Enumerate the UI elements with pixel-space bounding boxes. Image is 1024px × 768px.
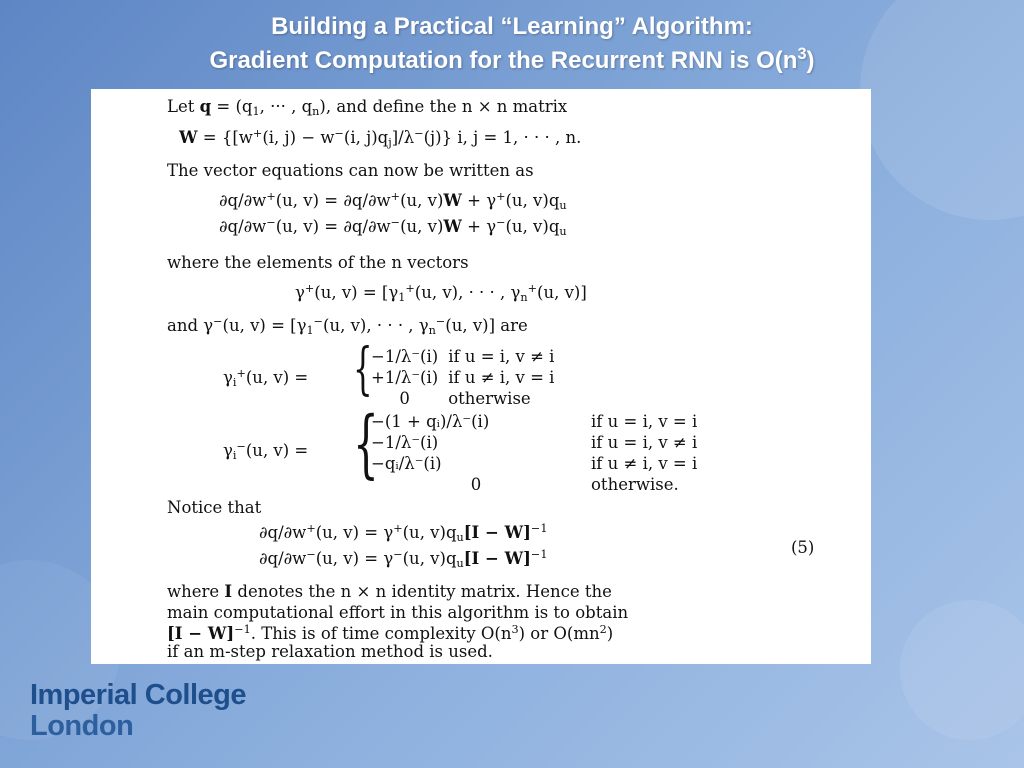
title-fragment: ) bbox=[806, 47, 815, 74]
math-fragment: (u, v), · · · , γ bbox=[323, 316, 429, 335]
math-fragment: W bbox=[179, 128, 198, 147]
math-fragment: γ bbox=[295, 283, 305, 302]
math-fragment: (u, v)q bbox=[402, 523, 457, 542]
math-fragment: (u, v) = [γ bbox=[222, 316, 307, 335]
math-fragment: [I − W] bbox=[167, 624, 235, 643]
slide-title bbox=[0, 10, 1024, 78]
math-fragment: −(1 + qᵢ)/λ⁻(i) bbox=[371, 412, 490, 431]
gamma-minus-cases-lhs bbox=[223, 441, 308, 460]
logo-line-2: London bbox=[30, 710, 134, 742]
math-fragment: (u, v)q bbox=[505, 217, 560, 236]
math-fragment: − bbox=[266, 215, 276, 229]
math-fragment: j bbox=[388, 135, 392, 149]
math-fragment: −1 bbox=[530, 547, 548, 561]
math-fragment: (u, v)q bbox=[505, 191, 560, 210]
math-fragment: (u, v)q bbox=[402, 549, 457, 568]
math-fragment: (u, v) bbox=[400, 191, 444, 210]
math-fragment: (u, v) = ∂q/∂w bbox=[275, 217, 391, 236]
math-fragment: (u, v) = γ bbox=[315, 523, 394, 542]
math-fragment: −1 bbox=[234, 622, 251, 636]
math-fragment: (u, v) = γ bbox=[315, 549, 394, 568]
math-fragment: − bbox=[390, 215, 401, 229]
math-fragment: −1/λ⁻(i) bbox=[371, 433, 439, 452]
math-fragment: + γ bbox=[461, 217, 497, 236]
paragraph-line: if an m-step relaxation method is used. bbox=[167, 642, 493, 661]
case-row bbox=[371, 388, 564, 409]
math-fragment: + γ bbox=[461, 191, 497, 210]
math-fragment: −qᵢ/λ⁻(i) bbox=[371, 454, 442, 473]
gamma-plus-cases bbox=[371, 346, 564, 409]
math-fragment: ) or O(mn bbox=[518, 624, 600, 643]
math-fragment: + bbox=[390, 189, 401, 203]
line-define-q bbox=[167, 97, 567, 116]
math-fragment: − bbox=[213, 314, 223, 328]
logo-line-1: Imperial College bbox=[30, 679, 247, 711]
math-fragment: W bbox=[443, 191, 462, 210]
left-brace: { bbox=[353, 337, 373, 402]
math-fragment: where bbox=[167, 582, 225, 601]
left-brace: { bbox=[353, 401, 379, 487]
math-fragment: 1 bbox=[306, 323, 314, 337]
gamma-minus-cases bbox=[371, 411, 707, 495]
math-fragment: − bbox=[334, 126, 344, 140]
math-fragment: +1/λ⁻(i) bbox=[371, 368, 439, 387]
equation-notice-plus bbox=[259, 523, 547, 542]
math-fragment: − bbox=[414, 126, 424, 140]
math-fragment: 1 bbox=[252, 104, 260, 118]
math-fragment: (u, v) = ∂q/∂w bbox=[275, 191, 391, 210]
math-fragment: (i, j) − w bbox=[262, 128, 335, 147]
title-line-2 bbox=[0, 44, 1024, 78]
math-fragment: denotes the n × n identity matrix. Hence the bbox=[232, 582, 612, 601]
math-fragment: + bbox=[236, 366, 246, 380]
gamma-plus-cases-lhs bbox=[223, 368, 308, 387]
math-fragment: + bbox=[405, 281, 415, 295]
math-fragment: otherwise bbox=[448, 389, 531, 408]
math-fragment: W bbox=[443, 217, 462, 236]
math-fragment: if u = i, v ≠ i bbox=[591, 433, 698, 452]
math-fragment: (u, v) = [γ bbox=[314, 283, 399, 302]
math-fragment: ) bbox=[606, 624, 614, 643]
math-fragment: i bbox=[232, 375, 237, 389]
math-fragment: + bbox=[306, 521, 316, 535]
math-fragment: = (q bbox=[211, 97, 253, 116]
math-fragment: (u, v) = bbox=[245, 441, 309, 460]
text-elements-of-vectors: where the elements of the n vectors bbox=[167, 253, 469, 272]
math-fragment: 2 bbox=[599, 622, 607, 636]
math-fragment: ∂q/∂w bbox=[219, 191, 267, 210]
math-fragment: u bbox=[456, 530, 464, 544]
math-fragment: [I − W] bbox=[463, 549, 531, 568]
equation-gamma-minus-vector bbox=[167, 316, 528, 335]
text-notice-that: Notice that bbox=[167, 498, 262, 517]
math-fragment: . This is of time complexity O(n bbox=[250, 624, 512, 643]
math-fragment: (u, v)] bbox=[537, 283, 587, 302]
math-fragment: u bbox=[559, 198, 567, 212]
math-fragment: u bbox=[559, 224, 567, 238]
math-fragment: n bbox=[520, 290, 528, 304]
case-row bbox=[371, 346, 564, 367]
case-row bbox=[371, 432, 707, 453]
math-fragment: , ··· , q bbox=[259, 97, 313, 116]
math-fragment: ∂q/∂w bbox=[259, 523, 307, 542]
equation-w-matrix bbox=[179, 128, 581, 147]
math-fragment: otherwise. bbox=[591, 475, 679, 494]
math-fragment: [I − W] bbox=[463, 523, 531, 542]
imperial-college-logo bbox=[30, 680, 246, 742]
math-fragment: i bbox=[232, 448, 237, 462]
math-fragment: n bbox=[428, 323, 436, 337]
math-fragment: −1 bbox=[530, 521, 548, 535]
background-bubble bbox=[900, 600, 1024, 740]
math-fragment: 3 bbox=[511, 622, 519, 636]
math-fragment: − bbox=[435, 314, 446, 328]
math-fragment: (u, v) = bbox=[245, 368, 309, 387]
equation-dq-dw-minus bbox=[219, 217, 567, 236]
paragraph-line bbox=[167, 582, 612, 601]
math-fragment: if u ≠ i, v = i bbox=[591, 454, 698, 473]
title-fragment: 3 bbox=[797, 45, 807, 64]
paragraph-line: main computational effort in this algorithm is to obtain bbox=[167, 603, 629, 622]
math-fragment: (i, j)q bbox=[343, 128, 389, 147]
math-fragment: + bbox=[304, 281, 315, 295]
math-fragment: + bbox=[393, 521, 403, 535]
math-fragment: Let bbox=[167, 97, 200, 116]
equation-gamma-plus-vector bbox=[295, 283, 587, 302]
math-fragment: if u = i, v = i bbox=[591, 412, 698, 431]
math-fragment: q bbox=[199, 97, 212, 116]
math-fragment: − bbox=[496, 215, 506, 229]
math-fragment: −1/λ⁻(i) bbox=[371, 347, 439, 366]
title-fragment: Gradient Computation for the Recurrent RNN is O(n bbox=[209, 47, 798, 74]
case-row bbox=[371, 453, 707, 474]
math-fragment: − bbox=[393, 547, 403, 561]
equation-notice-minus bbox=[259, 549, 547, 568]
math-fragment: (u, v) bbox=[400, 217, 444, 236]
math-fragment: γ bbox=[223, 368, 233, 387]
title-line-1: Building a Practical “Learning” Algorithm: bbox=[271, 13, 753, 40]
math-fragment: − bbox=[306, 547, 316, 561]
math-fragment: if u = i, v ≠ i bbox=[448, 347, 555, 366]
math-fragment: + bbox=[527, 281, 538, 295]
math-fragment: 0 bbox=[470, 475, 482, 494]
math-fragment: − bbox=[313, 314, 324, 328]
math-fragment: = {[w bbox=[197, 128, 253, 147]
paragraph-line bbox=[167, 624, 613, 643]
math-fragment: n bbox=[312, 104, 320, 118]
math-fragment: + bbox=[252, 126, 263, 140]
math-fragment: γ bbox=[223, 441, 233, 460]
math-fragment: + bbox=[266, 189, 276, 203]
equation-dq-dw-plus bbox=[219, 191, 567, 210]
math-fragment: ), and define the n × n matrix bbox=[319, 97, 568, 116]
math-fragment: (u, v)] are bbox=[445, 316, 528, 335]
math-fragment: 0 bbox=[399, 389, 410, 408]
math-fragment: if u ≠ i, v = i bbox=[448, 368, 555, 387]
math-fragment: 1 bbox=[398, 290, 406, 304]
case-row bbox=[371, 411, 707, 432]
math-fragment: + bbox=[496, 189, 506, 203]
paper-excerpt bbox=[91, 89, 871, 664]
math-fragment: and γ bbox=[167, 316, 214, 335]
case-row bbox=[371, 367, 564, 388]
math-fragment: (u, v), · · · , γ bbox=[414, 283, 521, 302]
math-fragment: I bbox=[224, 582, 233, 601]
math-fragment: ∂q/∂w bbox=[259, 549, 307, 568]
text-vector-equations: The vector equations can now be written as bbox=[167, 161, 534, 180]
math-fragment: u bbox=[456, 556, 464, 570]
math-fragment: − bbox=[236, 439, 246, 453]
equation-number: (5) bbox=[791, 538, 815, 557]
case-row bbox=[371, 474, 707, 495]
math-fragment: ]/λ bbox=[391, 128, 415, 147]
math-fragment: ∂q/∂w bbox=[219, 217, 267, 236]
math-fragment: (j)} i, j = 1, · · · , n. bbox=[423, 128, 582, 147]
